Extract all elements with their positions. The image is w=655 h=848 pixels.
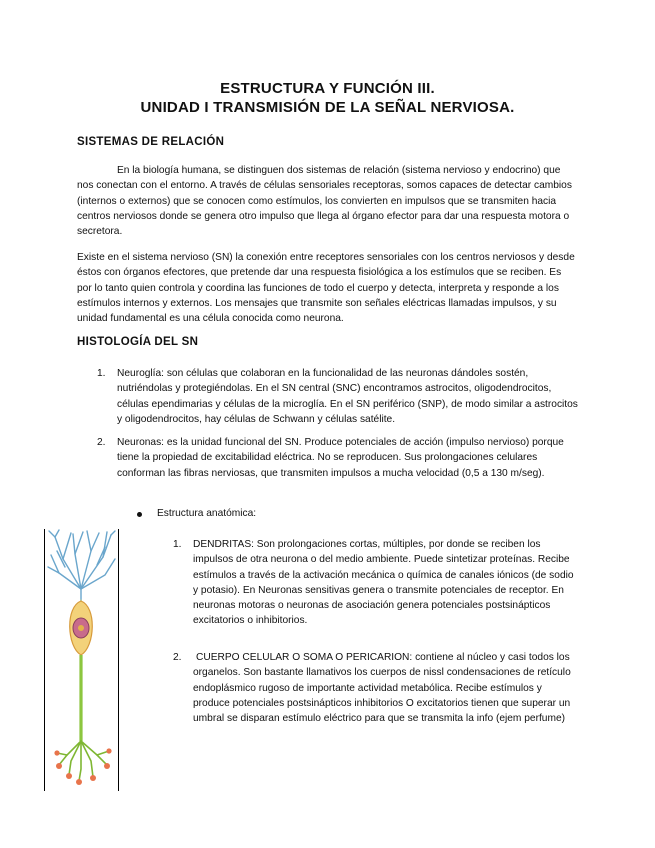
list-number-2: 2. (97, 437, 106, 448)
paragraph-sistemas-2: Existe en el sistema nervioso (SN) la conexión entre receptores sensoriales con los centros nerviosos y desde éstos con órganos efectores, que pretende dar una respuesta fisiológica a los estímulos que se reciben. Es por lo tanto quien controla y coordina las funciones de todo el cuerpo y detecta, interpreta y responde a los estímulos internos y externos. Los mensajes que transmite son señales eléctricas llamadas impulsos, y su unidad fundamental es una célula conocida como neurona. (77, 252, 575, 325)
list-number-1: 1. (97, 368, 106, 379)
sublist-item-cuerpo-celular: CUERPO CELULAR O SOMA O PERICARION: contiene al núcleo y casi todos los organelos. Son bastante llamativos los cuerpos de nissl condensaciones de retículo endoplásmico rugoso de importante actividad metabólica. Recibe estímulos y produce potenciales postsinápticos inhibitorios O excitatorios tienen que superar un umbral se disparan estímulo eléctrico para que se transmita la info (ejem perfume) (193, 652, 571, 725)
list-item-neuronas: Neuronas: es la unidad funcional del SN. Produce potenciales de acción (impulso nervioso) porque tiene la propiedad de excitabilidad eléctrica. No se reproducen. Sus prolongaciones celulares conforman las fibras nerviosas, que transmiten impulsos a mucha velocidad (0,5 a 130 m/seg). (117, 437, 564, 479)
section-heading-histologia: HISTOLOGÍA DEL SN (77, 336, 199, 348)
list-item-neuroglia: Neuroglía: son células que colaboran en la funcionalidad de las neuronas dándoles sostén, nutriéndolas y protegiéndolas. En el SN central (SNC) encontramos astrocitos, oligodendrocitos, células ependimarias y células de la microglía. En el SN periférico (SNP), de modo similar a astrocitos y oligodendrocitos, hay células de Schwann y células satélite. (117, 368, 578, 425)
sublist-item-dendritas: DENDRITAS: Son prolongaciones cortas, múltiples, por donde se reciben los impulsos de otra neurona o del medio ambiente. Puede sintetizar proteínas. Recibe estímulos a través de la activación mecánica o química de canales iónicos (de sodio y potasio). En Neuronas sensitivas genera o transmite potenciales de receptor. En neuronas motoras o neuronas de asociación genera potenciales postsinápticos excitatorios o inhibitorios. (193, 539, 574, 627)
bullet-icon (137, 512, 142, 517)
bullet-estructura: Estructura anatómica: (157, 508, 257, 519)
section-heading-sistemas: SISTEMAS DE RELACIÓN (77, 136, 225, 148)
neuron-figure (44, 529, 119, 791)
sublist-number-1: 1. (173, 539, 182, 550)
sublist-number-2: 2. (173, 652, 182, 663)
paragraph-sistemas-1: En la biología humana, se distinguen dos sistemas de relación (sistema nervioso y endocrino) que nos conectan con el entorno. A través de células sensoriales receptoras, somos capaces de detectar cambios (internos o externos) que se conocen como estímulos, los convierten en impulsos que se transmiten hacia centros nerviosos donde se genera otro impulso que llega al órgano efector para dar una respuesta motora o secretora. (77, 165, 572, 238)
neuron-icon (45, 529, 118, 791)
document-title-line2: UNIDAD I TRANSMISIÓN DE LA SEÑAL NERVIOSA. (140, 99, 515, 116)
document-title-line1: ESTRUCTURA Y FUNCIÓN III. (220, 80, 435, 97)
